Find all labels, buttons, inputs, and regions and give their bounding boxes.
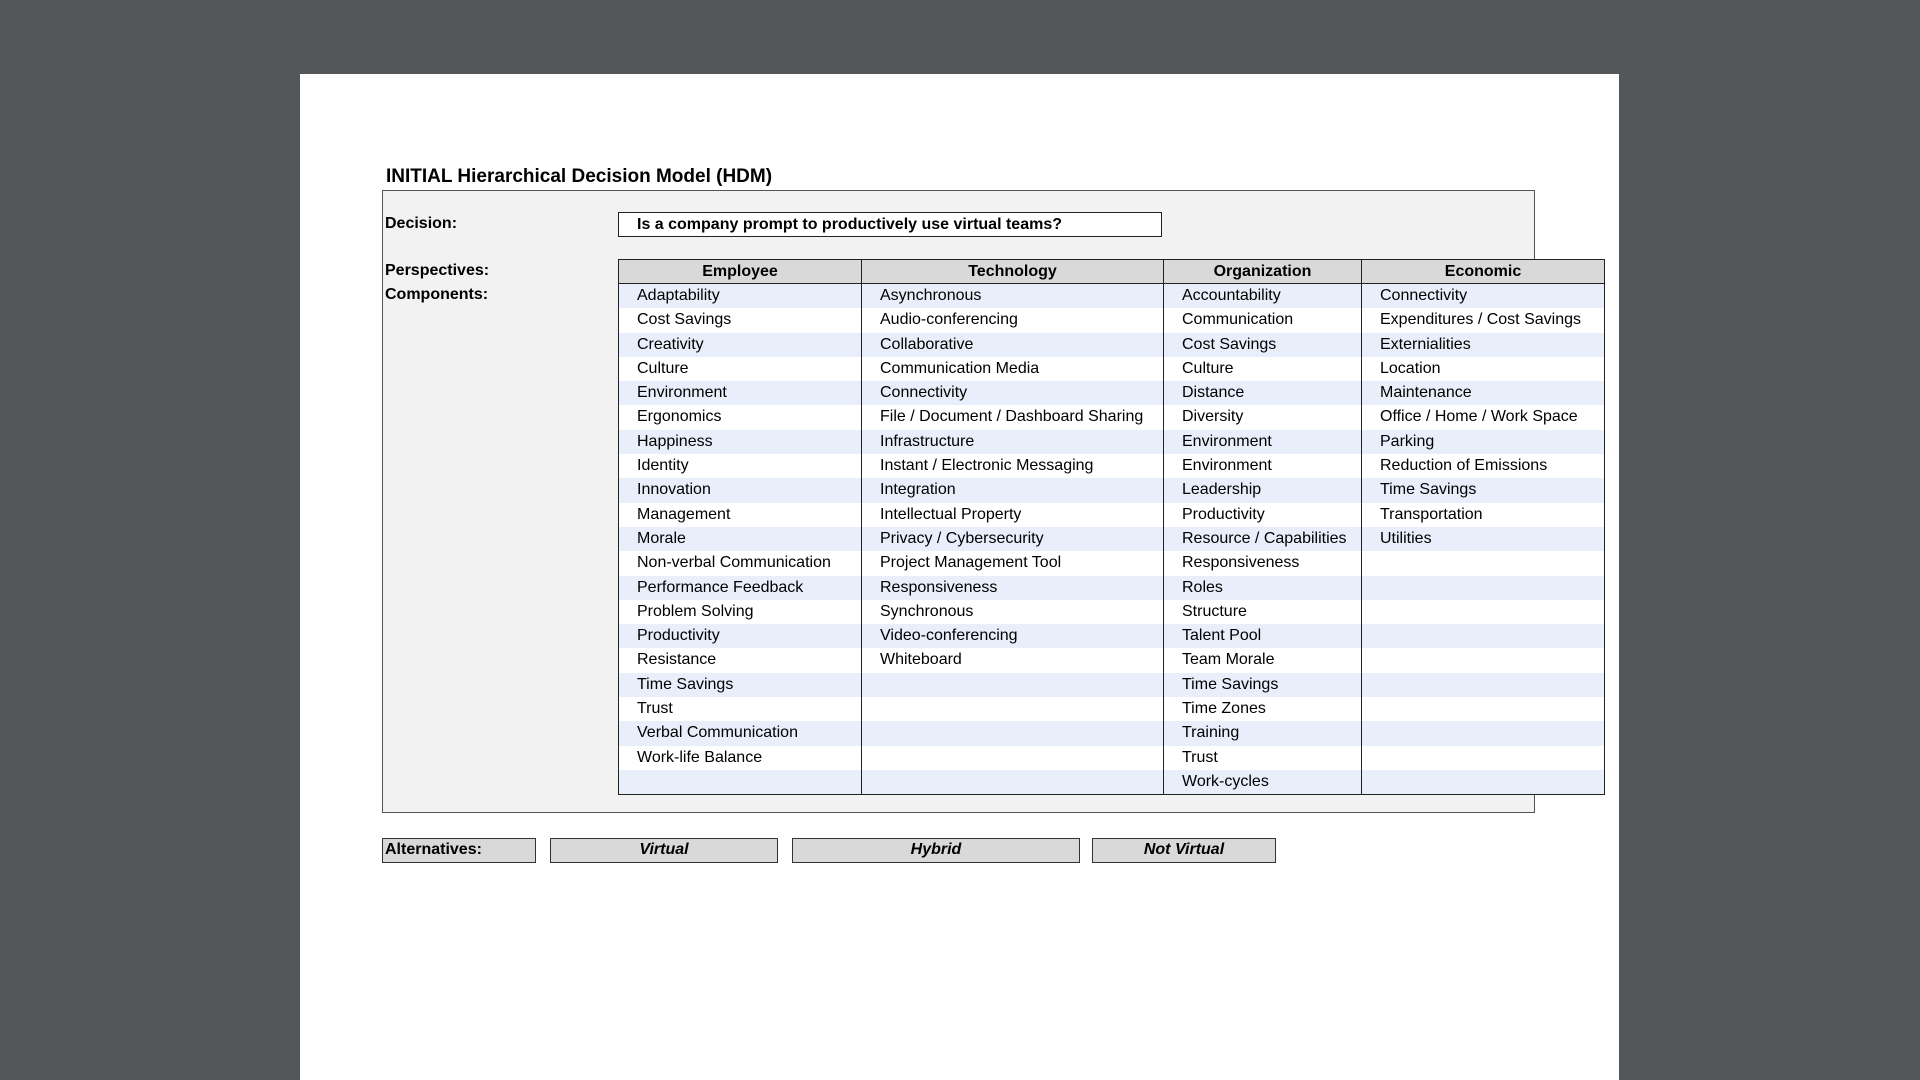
component-cell: Expenditures / Cost Savings — [1362, 308, 1604, 332]
component-cell — [862, 746, 1163, 770]
component-cell: Integration — [862, 478, 1163, 502]
component-cell: Time Savings — [1362, 478, 1604, 502]
component-cell: Communication Media — [862, 357, 1163, 381]
component-cell: Responsiveness — [862, 576, 1163, 600]
component-cell: Communication — [1164, 308, 1361, 332]
component-cell: Productivity — [619, 624, 861, 648]
perspectives-table — [618, 259, 1605, 795]
component-cell: Environment — [619, 381, 861, 405]
component-cell: Infrastructure — [862, 430, 1163, 454]
component-cell: File / Document / Dashboard Sharing — [862, 405, 1163, 429]
perspective-column-employee — [619, 260, 861, 794]
component-cell: Non-verbal Communication — [619, 551, 861, 575]
component-cell: Video-conferencing — [862, 624, 1163, 648]
component-cell: Connectivity — [1362, 284, 1604, 308]
component-cell: Resource / Capabilities — [1164, 527, 1361, 551]
hdm-frame — [382, 190, 1581, 813]
component-cell: Roles — [1164, 576, 1361, 600]
component-cell: Maintenance — [1362, 381, 1604, 405]
perspective-column-organization — [1163, 260, 1361, 794]
component-cell: Training — [1164, 721, 1361, 745]
component-cell: Location — [1362, 357, 1604, 381]
component-cell: Time Savings — [619, 673, 861, 697]
component-cell: Innovation — [619, 478, 861, 502]
component-cell: Performance Feedback — [619, 576, 861, 600]
column-header: Technology — [862, 260, 1163, 284]
component-cell: Parking — [1362, 430, 1604, 454]
component-cell: Cost Savings — [1164, 333, 1361, 357]
component-cell: Utilities — [1362, 527, 1604, 551]
component-cell: Accountability — [1164, 284, 1361, 308]
component-cell — [1362, 770, 1604, 794]
component-cell: Instant / Electronic Messaging — [862, 454, 1163, 478]
component-cell: Privacy / Cybersecurity — [862, 527, 1163, 551]
component-cell: Ergonomics — [619, 405, 861, 429]
component-cell: Management — [619, 503, 861, 527]
component-cell: Environment — [1164, 454, 1361, 478]
component-cell: Time Savings — [1164, 673, 1361, 697]
component-cell: Diversity — [1164, 405, 1361, 429]
component-cell: Audio-conferencing — [862, 308, 1163, 332]
component-cell: Talent Pool — [1164, 624, 1361, 648]
component-list — [862, 284, 1163, 794]
component-cell: Leadership — [1164, 478, 1361, 502]
component-cell — [1362, 673, 1604, 697]
component-cell: Resistance — [619, 648, 861, 672]
component-cell: Work-life Balance — [619, 746, 861, 770]
component-cell: Project Management Tool — [862, 551, 1163, 575]
component-cell — [1362, 551, 1604, 575]
component-cell: Whiteboard — [862, 648, 1163, 672]
component-cell: Morale — [619, 527, 861, 551]
component-cell: Time Zones — [1164, 697, 1361, 721]
column-header: Economic — [1362, 260, 1604, 284]
component-cell: Transportation — [1362, 503, 1604, 527]
component-cell: Verbal Communication — [619, 721, 861, 745]
component-cell: Team Morale — [1164, 648, 1361, 672]
component-cell: Trust — [1164, 746, 1361, 770]
component-cell: Happiness — [619, 430, 861, 454]
component-cell: Reduction of Emissions — [1362, 454, 1604, 478]
component-cell — [1362, 746, 1604, 770]
alternatives-label: Alternatives: — [382, 838, 536, 863]
component-list — [1164, 284, 1361, 794]
component-cell: Identity — [619, 454, 861, 478]
component-cell — [862, 770, 1163, 794]
alternative-virtual: Virtual — [550, 838, 778, 863]
component-cell: Culture — [619, 357, 861, 381]
perspectives-label: Perspectives: — [385, 262, 490, 279]
component-cell — [862, 697, 1163, 721]
document-title: INITIAL Hierarchical Decision Model (HDM) — [386, 166, 773, 187]
component-cell: Responsiveness — [1164, 551, 1361, 575]
component-cell — [1362, 600, 1604, 624]
component-cell: Asynchronous — [862, 284, 1163, 308]
component-cell: Collaborative — [862, 333, 1163, 357]
component-list — [1362, 284, 1604, 794]
components-label: Components: — [385, 286, 489, 303]
component-cell: Productivity — [1164, 503, 1361, 527]
component-cell: Problem Solving — [619, 600, 861, 624]
component-cell: Externialities — [1362, 333, 1604, 357]
component-cell: Environment — [1164, 430, 1361, 454]
component-cell: Work-cycles — [1164, 770, 1361, 794]
component-cell — [1362, 576, 1604, 600]
perspective-column-economic — [1361, 260, 1604, 794]
component-cell — [1362, 624, 1604, 648]
component-cell: Distance — [1164, 381, 1361, 405]
component-cell: Culture — [1164, 357, 1361, 381]
component-cell: Intellectual Property — [862, 503, 1163, 527]
alternative-not-virtual: Not Virtual — [1092, 838, 1276, 863]
component-list — [619, 284, 861, 794]
document-page — [300, 74, 1619, 1080]
decision-statement: Is a company prompt to productively use virtual teams? — [618, 212, 1162, 237]
component-cell — [862, 721, 1163, 745]
alternative-hybrid: Hybrid — [792, 838, 1080, 863]
component-cell: Connectivity — [862, 381, 1163, 405]
component-cell: Structure — [1164, 600, 1361, 624]
component-cell: Synchronous — [862, 600, 1163, 624]
column-header: Employee — [619, 260, 861, 284]
component-cell — [862, 673, 1163, 697]
component-cell: Cost Savings — [619, 308, 861, 332]
component-cell: Adaptability — [619, 284, 861, 308]
component-cell — [1362, 721, 1604, 745]
component-cell: Office / Home / Work Space — [1362, 405, 1604, 429]
component-cell — [1362, 697, 1604, 721]
component-cell — [1362, 648, 1604, 672]
component-cell: Creativity — [619, 333, 861, 357]
perspective-column-technology — [861, 260, 1163, 794]
column-header: Organization — [1164, 260, 1361, 284]
component-cell — [619, 770, 861, 794]
decision-label: Decision: — [385, 215, 458, 232]
component-cell: Trust — [619, 697, 861, 721]
